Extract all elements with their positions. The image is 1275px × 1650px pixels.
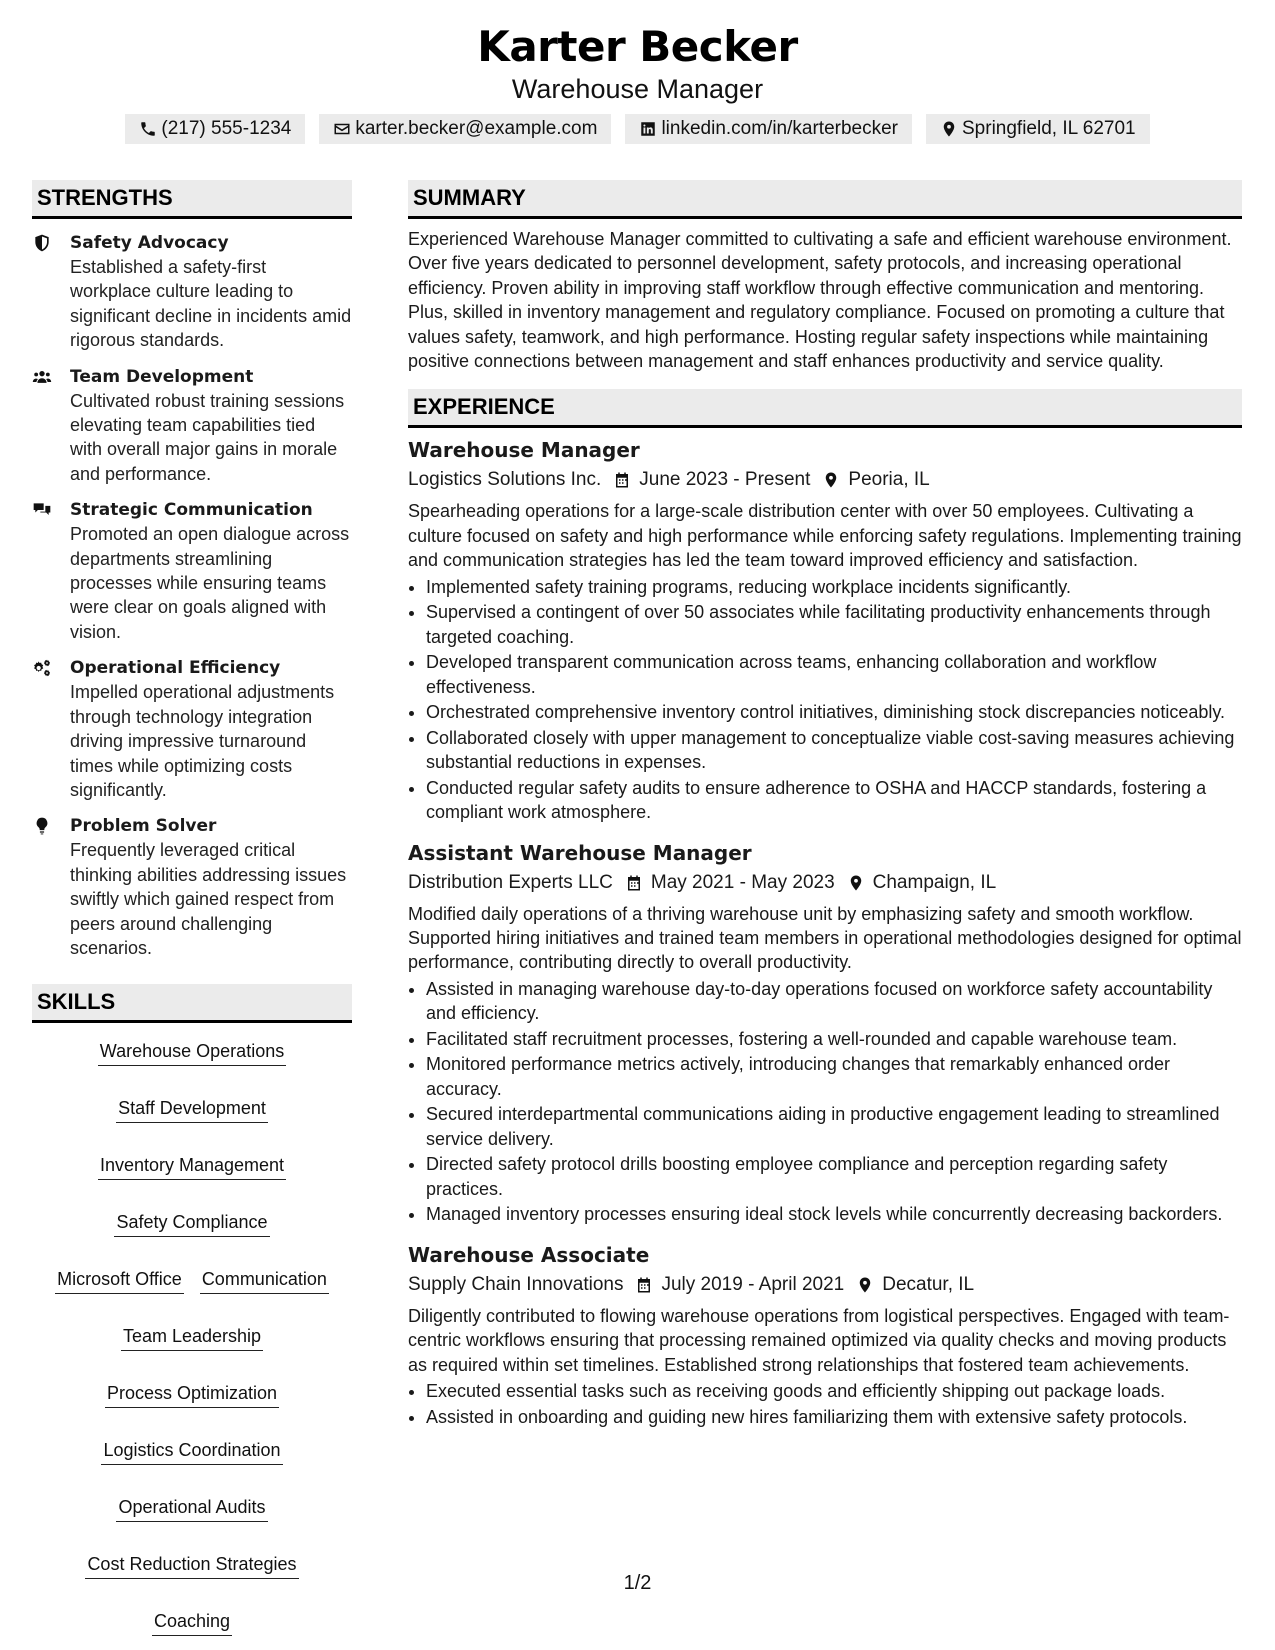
skills-list bbox=[32, 1039, 352, 1636]
candidate-title: Warehouse Manager bbox=[511, 74, 764, 104]
contact-phone-text: (217) 555-1234 bbox=[161, 118, 292, 139]
calendar-icon bbox=[625, 874, 643, 892]
contact-linkedin-text: linkedin.com/in/karterbecker bbox=[661, 118, 898, 139]
job-bullet: • Conducted regular safety audits to ensure adherence to OSHA and HACCP standards, fostering a compliant work atmosphere. bbox=[426, 776, 1242, 825]
strength-desc: Promoted an open dialogue across departments streamlining processes while ensuring teams were clear on goals aligned with vision. bbox=[70, 524, 350, 642]
map-pin-icon bbox=[940, 120, 958, 138]
job-company: Supply Chain Innovations bbox=[408, 1273, 624, 1295]
map-pin-icon bbox=[856, 1276, 874, 1294]
job-bullet: • Executed essential tasks such as receiving goods and efficiently shipping out package loads. bbox=[426, 1379, 1242, 1403]
strength-title: Team Development bbox=[70, 366, 254, 387]
job-dates: May 2021 - May 2023 bbox=[650, 871, 835, 893]
users-icon bbox=[32, 367, 52, 387]
resume-header bbox=[0, 0, 1275, 144]
job-title: Assistant Warehouse Manager bbox=[408, 840, 752, 865]
job-company: Distribution Experts LLC bbox=[408, 871, 613, 893]
job-dates: June 2023 - Present bbox=[639, 469, 811, 491]
skill-tag: Safety Compliance bbox=[114, 1210, 269, 1237]
calendar-icon bbox=[613, 471, 631, 489]
job-location: Peoria, IL bbox=[848, 469, 930, 491]
job-meta bbox=[408, 465, 1242, 495]
job-bullets bbox=[408, 575, 1242, 825]
job-description: Modified daily operations of a thriving warehouse unit by emphasizing safety and smooth workflow. Supported hiring initiatives and trained team members in operational methodologies designed for optimal performance, contributing directly to overall productivity. bbox=[408, 903, 1242, 973]
summary-heading: SUMMARY bbox=[408, 180, 1242, 219]
skill-tag: Team Leadership bbox=[121, 1324, 263, 1351]
job-bullet: • Managed inventory processes ensuring ideal stock levels while concurrently decreasing backorders. bbox=[426, 1202, 1242, 1226]
summary-text: Experienced Warehouse Manager committed to cultivating a safe and efficient warehouse environment. Over five years dedicated to personnel development, safety protocols, and increasing operational efficiency. Proven ability in improving staff workflow through effective communication and mentoring. Plus, skilled in inventory management and regulatory compliance. Focused on promoting a culture that values safety, teamwork, and high performance. Hosting regular safety inspections while maintaining positive connections between management and staff enhances productivity and service quality. bbox=[408, 229, 1232, 372]
job-bullet: • Facilitated staff recruitment processes, fostering a well-rounded and capable warehouse team. bbox=[426, 1027, 1242, 1051]
job-bullet: • Collaborated closely with upper management to conceptualize viable cost-saving measures achieving substantial reductions in expenses. bbox=[426, 726, 1242, 775]
job-bullet: • Orchestrated comprehensive inventory control initiatives, diminishing stock discrepancies noticeably. bbox=[426, 700, 1242, 724]
skill-tag: Microsoft Office bbox=[55, 1267, 184, 1294]
strength-item bbox=[32, 656, 352, 802]
job-dates: July 2019 - April 2021 bbox=[661, 1273, 845, 1295]
job-bullet: • Implemented safety training programs, reducing workplace incidents significantly. bbox=[426, 575, 1242, 599]
page-number: 1/2 bbox=[623, 1572, 652, 1594]
experience-heading: EXPERIENCE bbox=[408, 389, 1242, 428]
candidate-name: Karter Becker bbox=[477, 22, 798, 71]
job-bullet: • Directed safety protocol drills boosting employee compliance and perception regarding safety practices. bbox=[426, 1152, 1242, 1201]
contact-linkedin[interactable] bbox=[625, 114, 912, 144]
map-pin-icon bbox=[847, 874, 865, 892]
strengths-heading: STRENGTHS bbox=[32, 180, 352, 219]
job-title: Warehouse Manager bbox=[408, 438, 640, 463]
contact-email-text: karter.becker@example.com bbox=[355, 118, 598, 139]
skill-tag: Cost Reduction Strategies bbox=[85, 1552, 298, 1579]
job-bullet: • Monitored performance metrics actively, introducing changes that remarkably enhanced order accuracy. bbox=[426, 1052, 1242, 1101]
comments-icon bbox=[32, 500, 52, 520]
job-meta bbox=[408, 1270, 1242, 1300]
skill-tag: Process Optimization bbox=[105, 1381, 279, 1408]
strength-desc: Cultivated robust training sessions elevating team capabilities tied with overall major gains in morale and performance. bbox=[70, 390, 345, 484]
job-bullets bbox=[408, 977, 1242, 1227]
job-bullet: • Assisted in managing warehouse day-to-day operations focused on workforce safety accountability and efficiency. bbox=[426, 977, 1242, 1026]
strength-item bbox=[32, 231, 352, 353]
left-column bbox=[32, 180, 352, 1636]
skill-tag: Coaching bbox=[152, 1609, 232, 1636]
job-entry bbox=[408, 1241, 1242, 1429]
shield-icon bbox=[32, 233, 52, 253]
contact-phone bbox=[125, 114, 305, 144]
job-entry bbox=[408, 436, 1242, 824]
skill-tag: Logistics Coordination bbox=[101, 1438, 282, 1465]
job-location: Decatur, IL bbox=[882, 1273, 975, 1295]
job-bullet: • Secured interdepartmental communications aiding in productive engagement leading to streamlined service delivery. bbox=[426, 1102, 1242, 1151]
job-entry bbox=[408, 839, 1242, 1227]
job-description: Diligently contributed to flowing warehouse operations from logistical perspectives. Engaged with team-centric workflows ensuring that processing remained optimized via quality checks and moving products as required within set timelines. Established strong relationships that fostered team achievements. bbox=[408, 1305, 1230, 1375]
skills-heading: SKILLS bbox=[32, 984, 352, 1023]
phone-icon bbox=[139, 120, 157, 138]
job-bullet: • Developed transparent communication across teams, enhancing collaboration and workflow effectiveness. bbox=[426, 650, 1242, 699]
contact-location bbox=[926, 114, 1150, 144]
strength-title: Operational Efficiency bbox=[70, 658, 281, 679]
strength-desc: Impelled operational adjustments through technology integration driving impressive turnaround times while optimizing costs significantly. bbox=[70, 682, 335, 800]
map-pin-icon bbox=[822, 471, 840, 489]
job-company: Logistics Solutions Inc. bbox=[408, 469, 602, 491]
skill-tag: Communication bbox=[200, 1267, 329, 1294]
job-title: Warehouse Associate bbox=[408, 1242, 650, 1267]
strength-desc: Frequently leveraged critical thinking abilities addressing issues swiftly which gained respect from peers around challenging scenarios. bbox=[70, 840, 347, 958]
skill-tag: Warehouse Operations bbox=[98, 1039, 286, 1066]
right-column bbox=[408, 180, 1242, 1429]
lightbulb-icon bbox=[32, 816, 52, 836]
skill-tag: Staff Development bbox=[116, 1096, 268, 1123]
strength-title: Strategic Communication bbox=[70, 500, 313, 521]
cogs-icon bbox=[32, 658, 52, 678]
contact-location-text: Springfield, IL 62701 bbox=[962, 118, 1136, 139]
linkedin-icon bbox=[639, 120, 657, 138]
strength-desc: Established a safety-first workplace culture leading to significant decline in incidents amid rigorous standards. bbox=[70, 257, 352, 351]
job-bullet: • Supervised a contingent of over 50 associates while facilitating productivity enhancements through targeted coaching. bbox=[426, 600, 1242, 649]
job-location: Champaign, IL bbox=[872, 871, 997, 893]
strength-item bbox=[32, 498, 352, 644]
calendar-icon bbox=[635, 1276, 653, 1294]
strength-item bbox=[32, 814, 352, 960]
skill-tag: Operational Audits bbox=[116, 1495, 267, 1522]
envelope-icon bbox=[333, 120, 351, 138]
strength-item bbox=[32, 365, 352, 487]
job-bullets bbox=[408, 1379, 1242, 1429]
job-description: Spearheading operations for a large-scale distribution center with over 50 employees. Cultivating a culture focused on safety and high performance while enforcing safety regulations. Implementing training and communication strategies has led the team toward improved efficiency and satisfaction. bbox=[408, 501, 1242, 571]
strength-title: Safety Advocacy bbox=[70, 233, 229, 253]
strength-title: Problem Solver bbox=[70, 816, 217, 837]
contact-email[interactable] bbox=[319, 114, 611, 144]
contact-bar bbox=[0, 114, 1275, 144]
job-meta bbox=[408, 868, 1242, 898]
job-bullet: • Assisted in onboarding and guiding new hires familiarizing them with extensive safety protocols. bbox=[426, 1405, 1242, 1429]
skill-tag: Inventory Management bbox=[98, 1153, 286, 1180]
